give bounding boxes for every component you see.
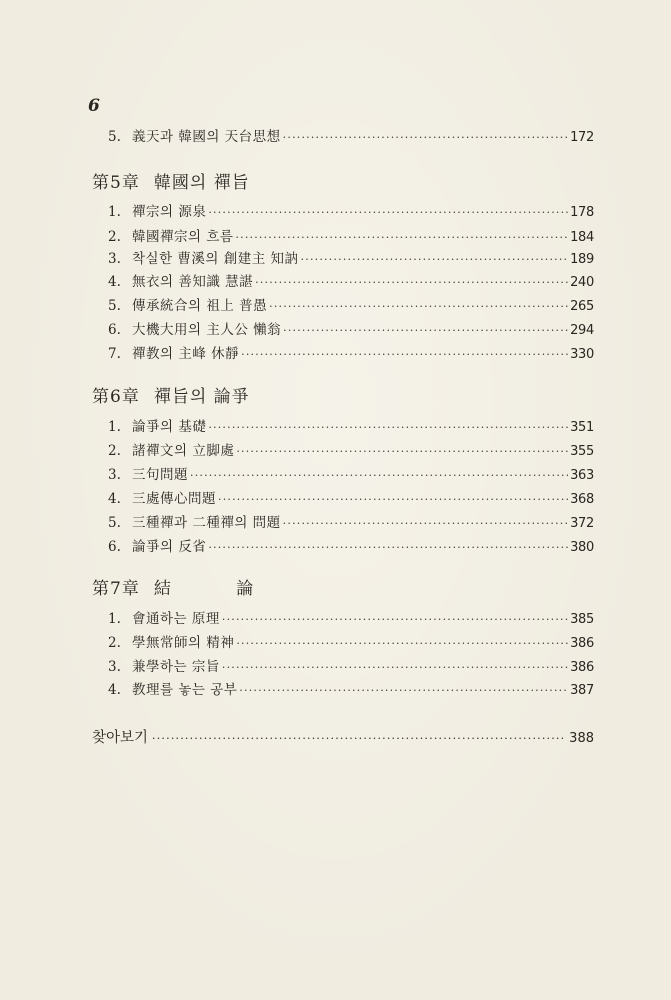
entry-number: 3. xyxy=(108,659,121,675)
chapter-heading xyxy=(92,578,283,600)
entry-number: 5. xyxy=(108,298,121,314)
chapter-title: 禪旨의 論爭 xyxy=(153,387,250,407)
entry-title: 兼學하는 宗旨 xyxy=(132,659,220,675)
index-page: 388 xyxy=(569,731,594,746)
chapter-number: 第5章 xyxy=(92,173,140,193)
entry-title: 諸禪文의 立脚處 xyxy=(132,443,235,459)
toc-entry xyxy=(108,658,594,677)
leader-dots xyxy=(222,659,568,677)
leader-dots xyxy=(236,635,568,653)
toc-entry xyxy=(108,490,594,509)
entry-page: 178 xyxy=(570,205,594,220)
toc-entry xyxy=(108,228,594,247)
leader-dots xyxy=(255,274,568,292)
entry-number: 7. xyxy=(108,346,121,362)
leader-dots xyxy=(283,129,568,147)
toc-entry xyxy=(108,466,594,485)
entry-number: 2. xyxy=(108,229,121,245)
entry-title: 禪宗의 源泉 xyxy=(132,204,207,220)
entry-title: 教理를 놓는 공부 xyxy=(132,682,238,698)
toc-entry xyxy=(108,418,594,437)
entry-page: 372 xyxy=(570,516,594,531)
entry-page: 386 xyxy=(570,660,594,675)
toc-entry xyxy=(108,610,594,629)
leader-dots xyxy=(208,419,568,437)
entry-page: 368 xyxy=(570,492,594,507)
entry-number: 1. xyxy=(108,611,121,627)
page-number: 6 xyxy=(88,96,100,116)
toc-entry xyxy=(108,634,594,653)
entry-number: 6. xyxy=(108,539,121,555)
entry-number: 4. xyxy=(108,682,121,698)
entry-title: 三處傳心問題 xyxy=(132,491,216,507)
chapter-heading xyxy=(92,172,250,194)
entry-title: 傳承統合의 祖上 普愚 xyxy=(132,298,268,314)
entry-title: 禪教의 主峰 休靜 xyxy=(132,346,240,362)
entry-number: 1. xyxy=(108,419,121,435)
entry-number: 2. xyxy=(108,443,121,459)
toc-entry xyxy=(108,538,594,557)
chapter-heading xyxy=(92,386,250,408)
toc-entry xyxy=(108,514,594,533)
leader-dots xyxy=(239,682,568,700)
toc-entry xyxy=(108,128,594,147)
entry-title: 無衣의 善知識 慧諶 xyxy=(132,274,254,290)
index-entry xyxy=(92,728,594,749)
toc-entry xyxy=(108,297,594,316)
entry-number: 6. xyxy=(108,322,121,338)
toc-entry xyxy=(108,273,594,292)
entry-title: 學無常師의 精神 xyxy=(132,635,235,651)
chapter-title: 韓國의 禪旨 xyxy=(153,173,250,193)
leader-dots xyxy=(236,443,568,461)
entry-title: 會通하는 原理 xyxy=(132,611,220,627)
leader-dots xyxy=(283,322,568,340)
entry-page: 380 xyxy=(570,540,594,555)
leader-dots xyxy=(208,539,568,557)
toc-entry xyxy=(108,442,594,461)
entry-number: 5. xyxy=(108,515,121,531)
entry-page: 355 xyxy=(570,444,594,459)
index-title: 찾아보기 xyxy=(92,730,149,746)
leader-dots xyxy=(235,229,568,247)
leader-dots xyxy=(222,611,568,629)
entry-page: 385 xyxy=(570,612,594,627)
leader-dots xyxy=(190,467,568,485)
toc-entry xyxy=(108,681,594,700)
entry-number: 2. xyxy=(108,635,121,651)
leader-dots xyxy=(218,491,568,509)
leader-dots xyxy=(283,515,568,533)
entry-page: 387 xyxy=(570,683,594,698)
entry-number: 3. xyxy=(108,251,121,267)
entry-page: 294 xyxy=(570,323,594,338)
entry-page: 351 xyxy=(570,420,594,435)
entry-title: 大機大用의 主人公 懶翁 xyxy=(132,322,282,338)
entry-number: 5. xyxy=(108,129,121,145)
leader-dots xyxy=(241,346,568,364)
entry-page: 265 xyxy=(570,299,594,314)
entry-page: 184 xyxy=(570,230,594,245)
entry-page: 189 xyxy=(570,252,594,267)
toc-entry xyxy=(108,345,594,364)
entry-title: 韓國禪宗의 흐름 xyxy=(132,229,234,245)
entry-title: 착실한 曹溪의 創建主 知訥 xyxy=(132,251,299,267)
entry-page: 363 xyxy=(570,468,594,483)
entry-title: 義天과 韓國의 天台思想 xyxy=(132,129,281,145)
entry-title: 三句問題 xyxy=(132,467,188,483)
entry-number: 4. xyxy=(108,274,121,290)
leader-dots xyxy=(152,729,565,749)
entry-page: 386 xyxy=(570,636,594,651)
entry-number: 3. xyxy=(108,467,121,483)
entry-page: 240 xyxy=(570,275,594,290)
chapter-number: 第6章 xyxy=(92,387,140,407)
toc-entry xyxy=(108,250,594,269)
toc-entry xyxy=(108,321,594,340)
leader-dots xyxy=(301,251,569,269)
entry-number: 1. xyxy=(108,204,121,220)
entry-page: 172 xyxy=(570,130,594,145)
leader-dots xyxy=(208,204,568,222)
chapter-number: 第7章 xyxy=(92,579,140,599)
chapter-title: 結 論 xyxy=(153,579,284,599)
entry-number: 4. xyxy=(108,491,121,507)
toc-entry xyxy=(108,203,594,222)
entry-title: 三種禪과 二種禪의 問題 xyxy=(132,515,281,531)
entry-title: 論爭의 反省 xyxy=(132,539,207,555)
entry-title: 論爭의 基礎 xyxy=(132,419,207,435)
leader-dots xyxy=(269,298,568,316)
entry-page: 330 xyxy=(570,347,594,362)
